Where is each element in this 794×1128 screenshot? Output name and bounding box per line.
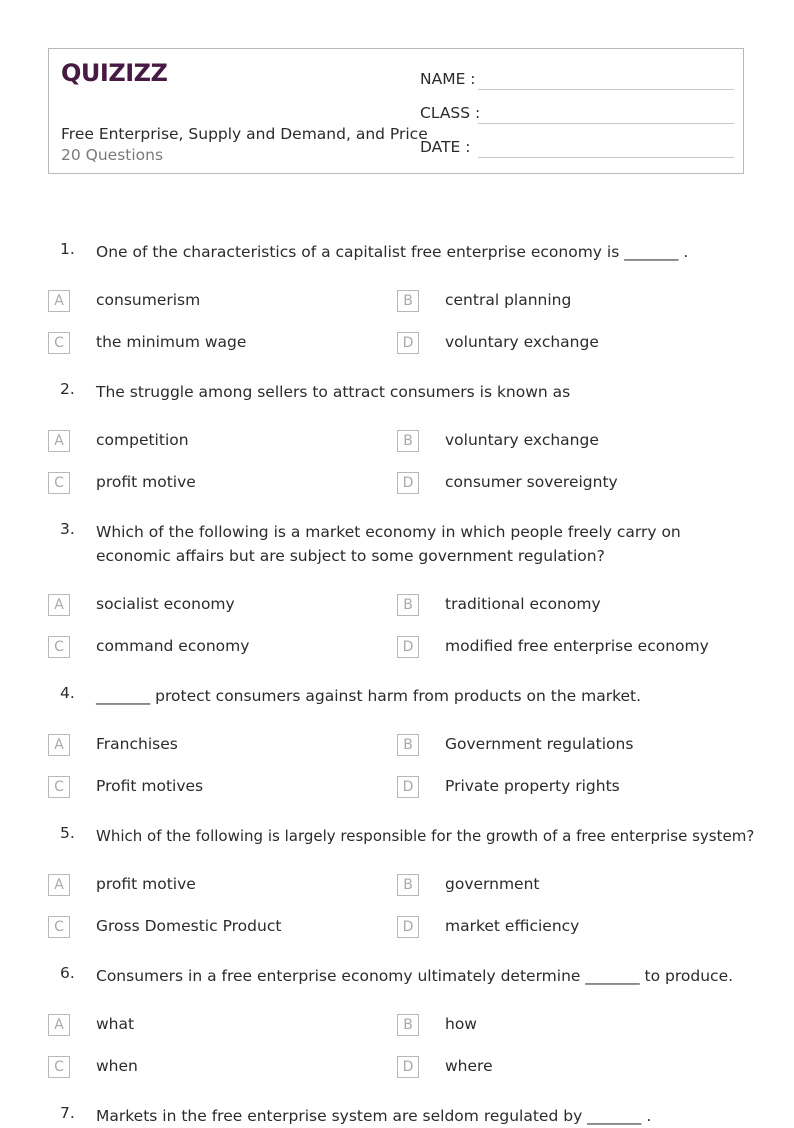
option-text: Profit motives — [96, 777, 204, 795]
question-number: 6. — [60, 964, 75, 982]
option-text: central planning — [445, 291, 572, 309]
option-letter: A — [48, 874, 70, 896]
option-letter: C — [48, 636, 70, 658]
option-text: how — [445, 1015, 477, 1033]
option-letter: A — [48, 734, 70, 756]
option-letter: D — [397, 776, 419, 798]
option-text: what — [96, 1015, 135, 1033]
option-letter: A — [48, 1014, 70, 1036]
name-field[interactable] — [420, 66, 734, 90]
option-text: Franchises — [96, 735, 178, 753]
option-text: market efficiency — [445, 917, 580, 935]
option-letter: D — [397, 916, 419, 938]
option-text: consumer sovereignty — [445, 473, 618, 491]
option-text: command economy — [96, 637, 250, 655]
option-text: Gross Domestic Product — [96, 917, 282, 935]
question-number: 3. — [60, 520, 75, 538]
question-text: Which of the following is a market economy in which people freely carry on economic affairs but are subject to some government regulation? — [96, 523, 681, 565]
option-letter: D — [397, 472, 419, 494]
option-letter: A — [48, 430, 70, 452]
option-letter: B — [397, 594, 419, 616]
option-letter: D — [397, 1056, 419, 1078]
question-count: 20 Questions — [61, 146, 164, 164]
option-letter: B — [397, 734, 419, 756]
option-text: voluntary exchange — [445, 431, 599, 449]
name-label: NAME : — [420, 70, 476, 88]
question-text: One of the characteristics of a capitalist free enterprise economy is _______ . — [96, 243, 689, 261]
question-text: Consumers in a free enterprise economy ultimately determine _______ to produce. — [96, 967, 734, 985]
option-letter: D — [397, 332, 419, 354]
option-letter: B — [397, 290, 419, 312]
class-label: CLASS : — [420, 104, 481, 122]
option-letter: A — [48, 594, 70, 616]
option-letter: C — [48, 776, 70, 798]
option-letter: C — [48, 1056, 70, 1078]
option-letter: C — [48, 472, 70, 494]
option-text: the minimum wage — [96, 333, 247, 351]
question-number: 7. — [60, 1104, 75, 1122]
question-text: The struggle among sellers to attract consumers is known as — [96, 383, 571, 401]
option-letter: A — [48, 290, 70, 312]
option-letter: C — [48, 916, 70, 938]
question-text: Which of the following is largely responsible for the growth of a free enterprise system? — [96, 827, 755, 845]
option-letter: D — [397, 636, 419, 658]
option-text: traditional economy — [445, 595, 601, 613]
worksheet-header — [48, 48, 744, 174]
class-line[interactable] — [478, 123, 734, 124]
question-number: 4. — [60, 684, 75, 702]
option-text: competition — [96, 431, 189, 449]
option-letter: B — [397, 874, 419, 896]
question-number: 5. — [60, 824, 75, 842]
quizizz-logo: QUIZIZZ — [61, 59, 168, 87]
option-letter: B — [397, 430, 419, 452]
question-number: 1. — [60, 240, 75, 258]
option-letter: B — [397, 1014, 419, 1036]
date-field[interactable] — [420, 134, 734, 158]
name-line[interactable] — [478, 89, 734, 90]
date-label: DATE : — [420, 138, 471, 156]
option-letter: C — [48, 332, 70, 354]
date-line[interactable] — [478, 157, 734, 158]
question-text: Markets in the free enterprise system are seldom regulated by _______ . — [96, 1107, 652, 1125]
option-text: modified free enterprise economy — [445, 637, 709, 655]
class-field[interactable] — [420, 100, 734, 124]
option-text: where — [445, 1057, 493, 1075]
question-number: 2. — [60, 380, 75, 398]
option-text: Government regulations — [445, 735, 634, 753]
option-text: consumerism — [96, 291, 201, 309]
question-text: _______ protect consumers against harm from products on the market. — [96, 687, 642, 705]
worksheet-title: Free Enterprise, Supply and Demand, and Price — [61, 125, 428, 143]
option-text: Private property rights — [445, 777, 620, 795]
option-text: socialist economy — [96, 595, 235, 613]
option-text: when — [96, 1057, 138, 1075]
option-text: government — [445, 875, 540, 893]
option-text: profit motive — [96, 473, 196, 491]
option-text: voluntary exchange — [445, 333, 599, 351]
option-text: profit motive — [96, 875, 196, 893]
